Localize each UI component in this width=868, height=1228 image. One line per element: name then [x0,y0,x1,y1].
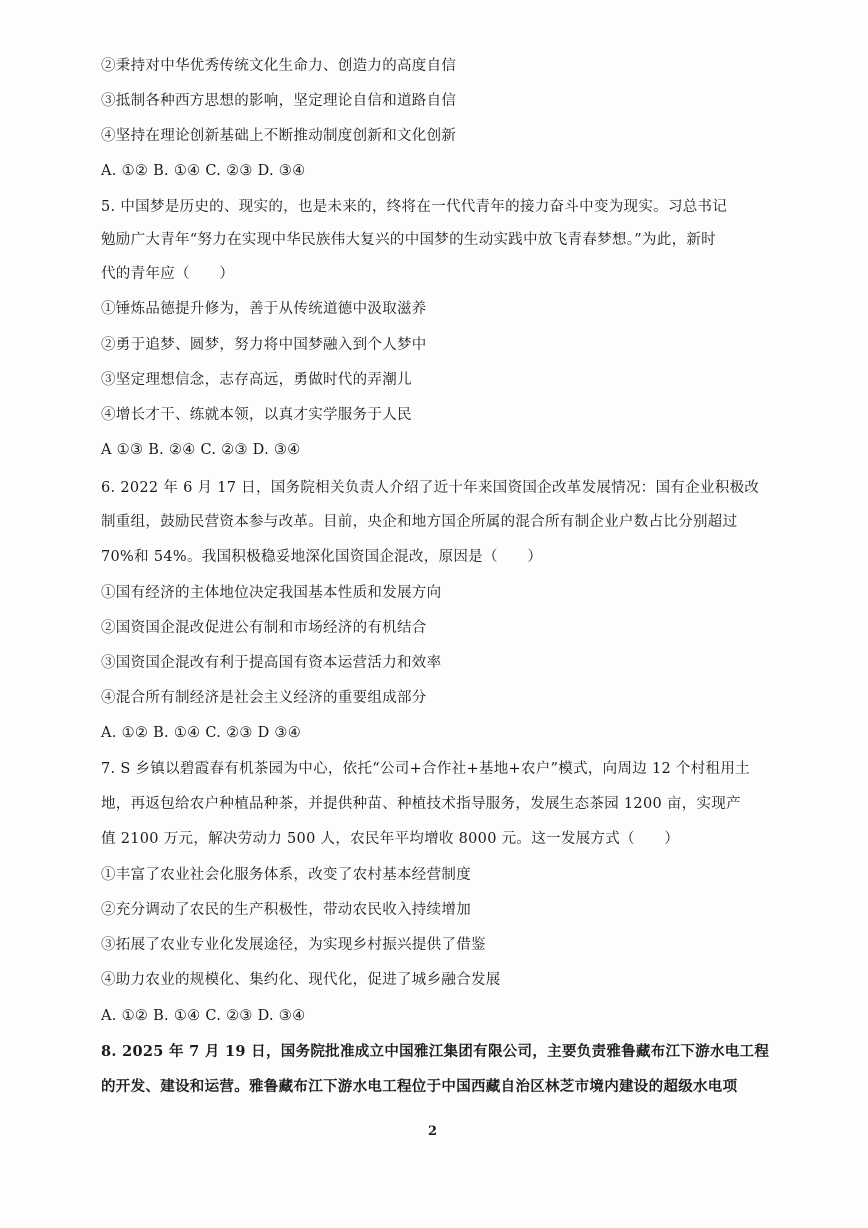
q7-option-2: ②充分调动了农民的生产积极性，带动农民收入持续增加 [101,902,471,918]
q7-stem-line-3: 值 2100 万元，解决劳动力 500 人，农民年平均增收 8000 元。这一发展方式（ ） [101,831,680,847]
q4-option-3: ③抵制各种西方思想的影响，坚定理论自信和道路自信 [101,93,457,109]
q6-stem-line-3: 70%和 54%。我国积极稳妥地深化国资国企混改，原因是（ ） [101,549,543,565]
q6-option-1: ①国有经济的主体地位决定我国基本性质和发展方向 [101,585,442,601]
q5-stem-line-2: 勉励广大青年“努力在实现中华民族伟大复兴的中国梦的生动实践中放飞青春梦想。”为此，新时 [101,232,716,248]
q7-answer-choices: A. ①② B. ①④ C. ②③ D. ③④ [101,1008,306,1024]
q6-stem-line-2: 制重组，鼓励民营资本参与改革。目前，央企和地方国企所属的混合所有制企业户数占比分别超过 [101,514,738,530]
q7-option-3: ③拓展了农业专业化发展途径，为实现乡村振兴提供了借鉴 [101,937,486,953]
q5-option-2: ②勇于追梦、圆梦，努力将中国梦融入到个人梦中 [101,337,427,353]
q7-stem-line-2: 地，再返包给农户种植品种茶，并提供种苗、种植技术指导服务，发展生态茶园 1200 亩，实现产 [101,796,741,812]
q6-stem-line-1: 6. 2022 年 6 月 17 日，国务院相关负责人介绍了近十年来国资国企改革发展情况：国有企业积极改 [101,480,760,496]
q4-option-2: ②秉持对中华优秀传统文化生命力、创造力的高度自信 [101,58,457,74]
q4-option-4: ④坚持在理论创新基础上不断推动制度创新和文化创新 [101,128,457,144]
q7-option-4: ④助力农业的规模化、集约化、现代化，促进了城乡融合发展 [101,972,501,988]
q5-stem-line-3: 代的青年应（ ） [101,266,235,282]
q8-stem-line-1: 8. 2025 年 7 月 19 日，国务院批准成立中国雅江集团有限公司，主要负责雅鲁藏布江下游水电工程 [101,1043,770,1060]
q6-option-3: ③国资国企混改有利于提高国有资本运营活力和效率 [101,655,442,671]
q5-option-4: ④增长才干、练就本领，以真才实学服务于人民 [101,407,412,423]
q5-option-1: ①锤炼品德提升修为，善于从传统道德中汲取滋养 [101,301,427,317]
q8-stem-line-2: 的开发、建设和运营。雅鲁藏布江下游水电工程位于中国西藏自治区林芝市境内建设的超级水电项 [101,1078,738,1095]
q6-option-2: ②国资国企混改促进公有制和市场经济的有机结合 [101,620,427,636]
q5-option-3: ③坚定理想信念，志存高远，勇做时代的弄潮儿 [101,372,412,388]
q7-stem-line-1: 7. S 乡镇以碧霞春有机茶园为中心，依托“公司+合作社+基地+农户”模式，向周边 12 个村租用土 [101,761,750,777]
q6-option-4: ④混合所有制经济是社会主义经济的重要组成部分 [101,690,427,706]
q5-stem-line-1: 5. 中国梦是历史的、现实的，也是未来的，终将在一代代青年的接力奋斗中变为现实。习总书记 [101,199,728,215]
q6-answer-choices: A. ①② B. ①④ C. ②③ D ③④ [101,725,302,741]
q7-option-1: ①丰富了农业社会化服务体系，改变了农村基本经营制度 [101,867,471,883]
page-number: 2 [428,1124,438,1139]
q5-answer-choices: A ①③ B. ②④ C. ②③ D. ③④ [101,442,301,458]
q4-answer-choices: A. ①② B. ①④ C. ②③ D. ③④ [101,163,306,179]
